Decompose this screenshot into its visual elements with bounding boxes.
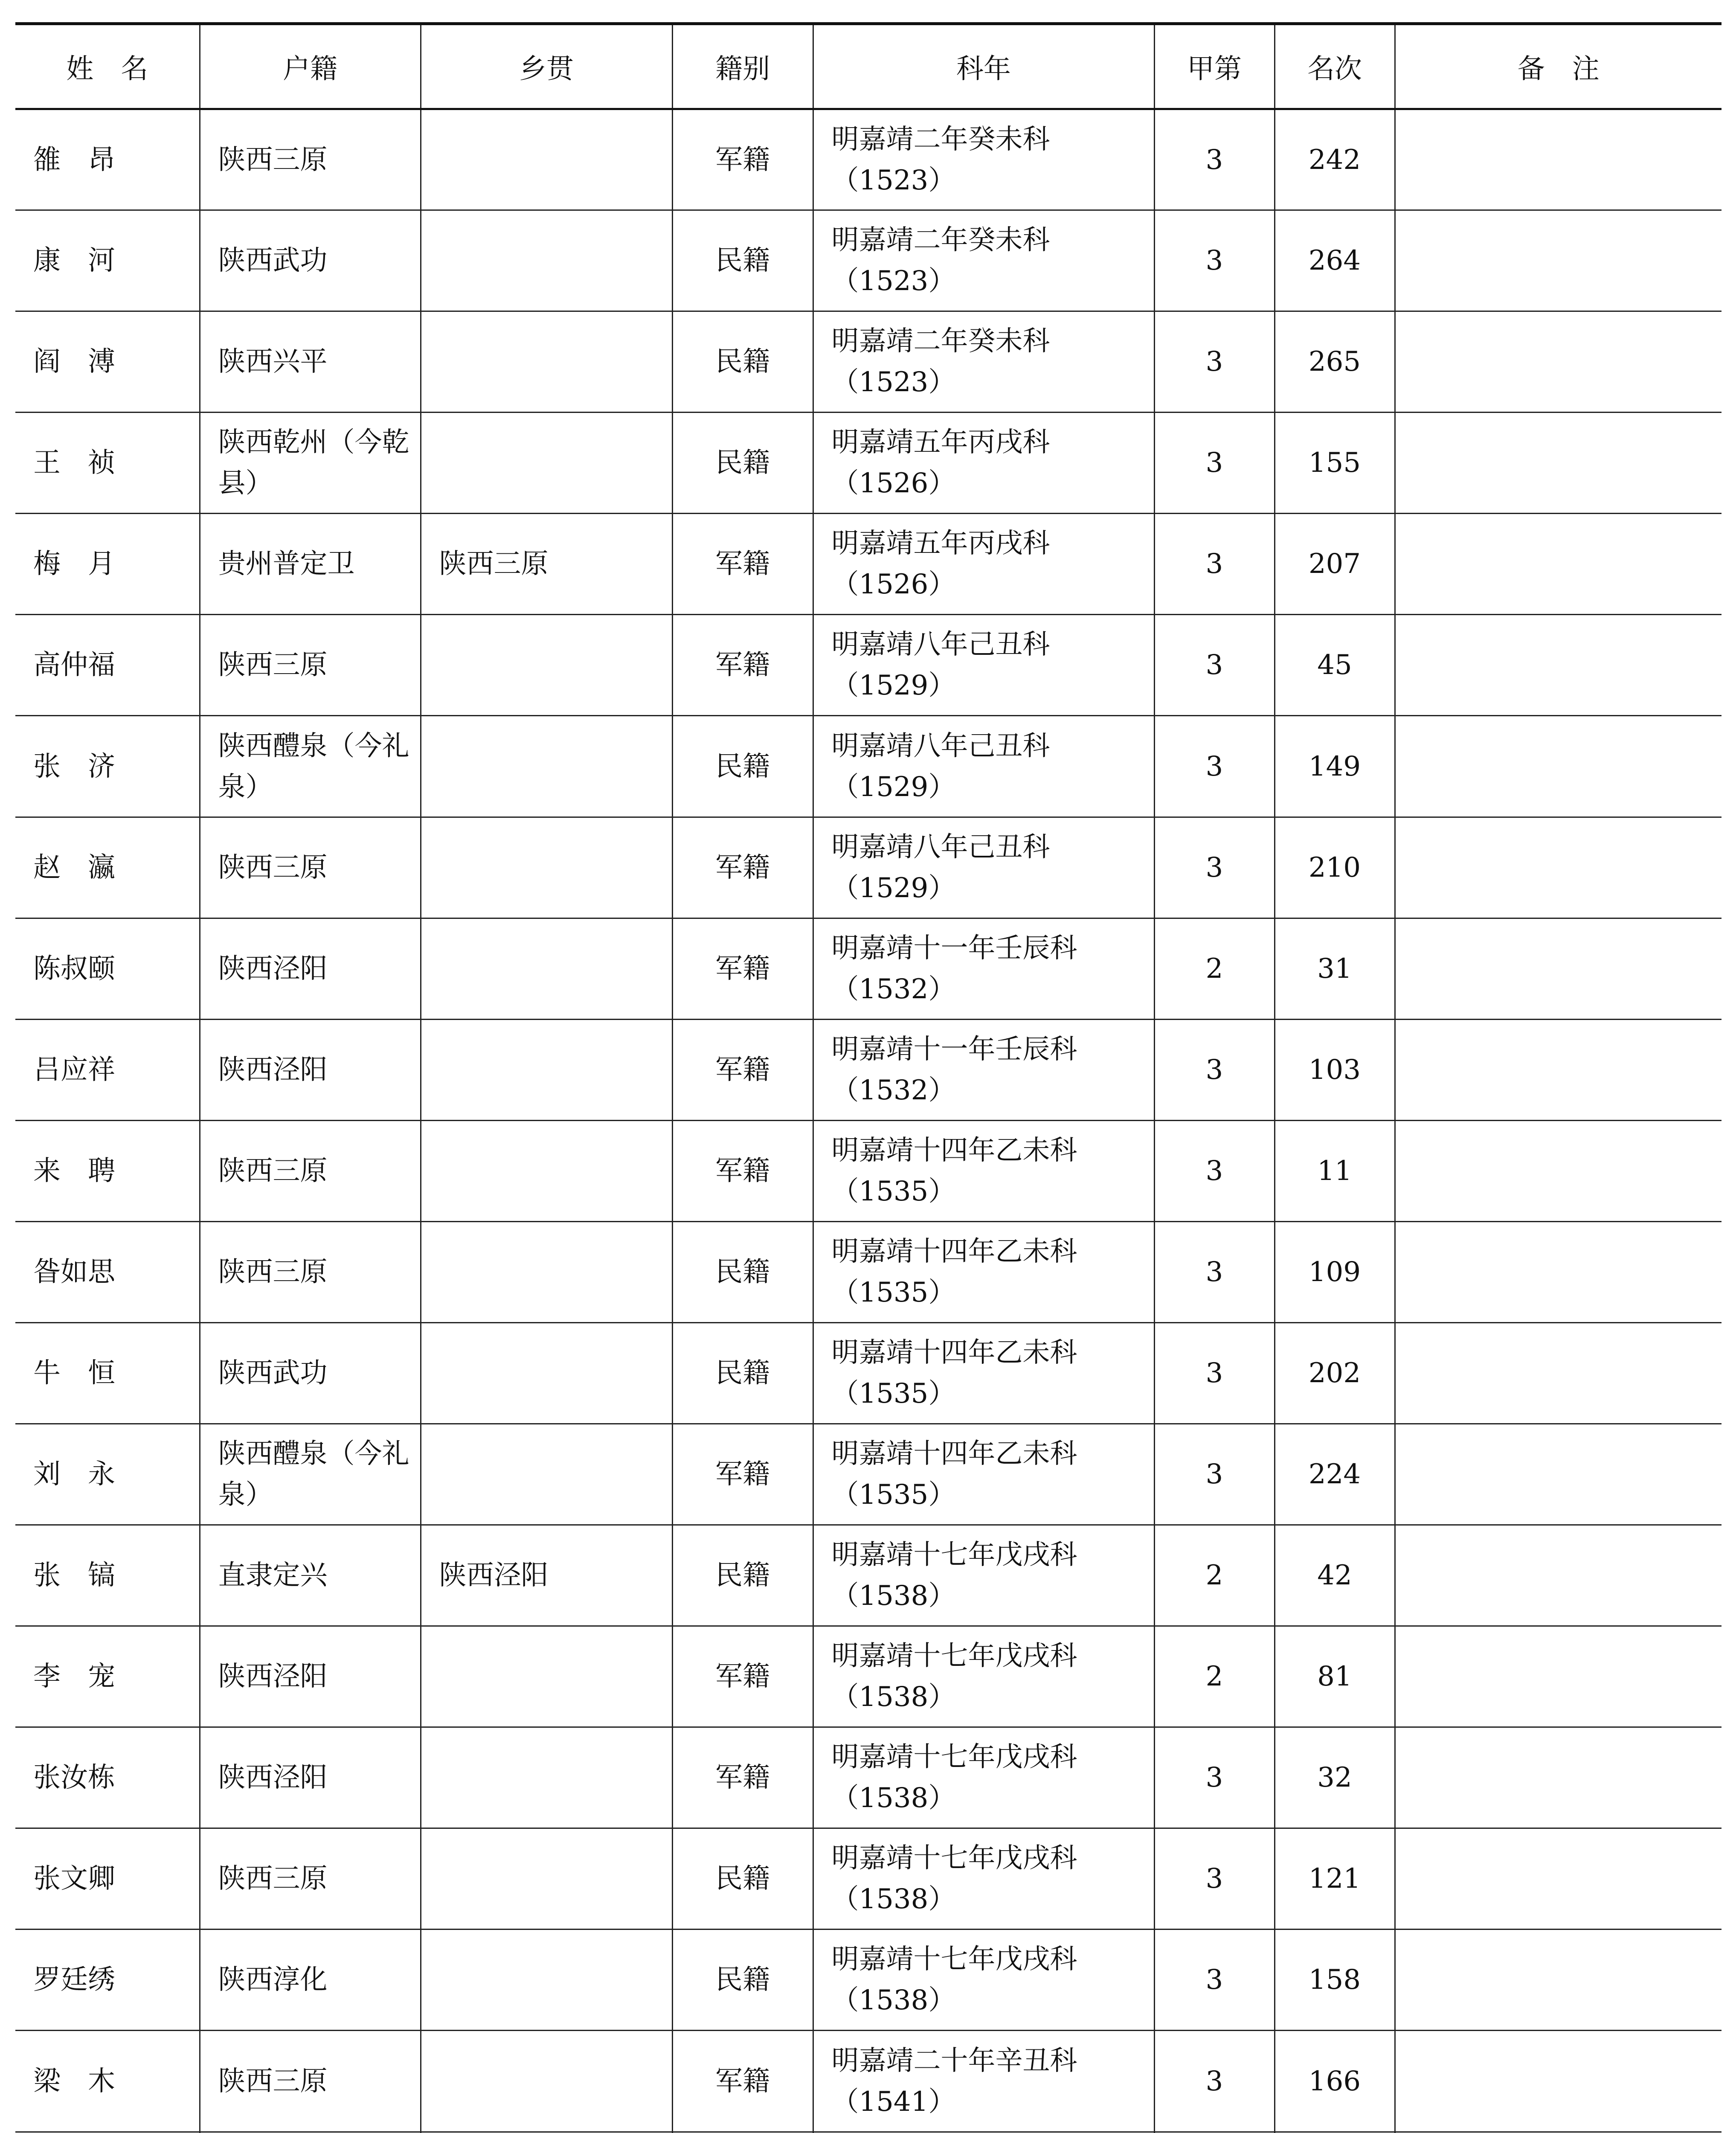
cell-beizhu — [1395, 1525, 1721, 1626]
cell-xiangguan — [421, 1727, 672, 1828]
cell-huji: 陕西泾阳 — [200, 1019, 421, 1120]
table-row — [15, 1930, 1721, 2031]
table-row — [15, 1727, 1721, 1828]
cell-name: 赵 瀛 — [15, 817, 200, 918]
cell-jiadi: 3 — [1154, 413, 1274, 514]
header-name: 姓 名 — [15, 24, 200, 109]
cell-jibie: 民籍 — [672, 1322, 813, 1424]
cell-beizhu — [1395, 1019, 1721, 1120]
table-row — [15, 413, 1721, 514]
cell-jibie: 民籍 — [672, 311, 813, 413]
table-row — [15, 1424, 1721, 1525]
cell-name: 牛 恒 — [15, 1322, 200, 1424]
cell-kenian: 明嘉靖十七年戊戌科（1538） — [813, 1525, 1154, 1626]
cell-jiadi: 2 — [1154, 1626, 1274, 1727]
cell-jiadi: 3 — [1154, 109, 1274, 210]
cell-xiangguan — [421, 1019, 672, 1120]
cell-beizhu — [1395, 413, 1721, 514]
cell-jiadi: 3 — [1154, 2031, 1274, 2132]
table-row — [15, 109, 1721, 210]
table-row — [15, 1221, 1721, 1322]
cell-jibie: 军籍 — [672, 1626, 813, 1727]
cell-xiangguan — [421, 1626, 672, 1727]
cell-xiangguan — [421, 918, 672, 1019]
table-row — [15, 1828, 1721, 1930]
cell-name: 梅 月 — [15, 514, 200, 615]
cell-xiangguan — [421, 716, 672, 817]
table-row — [15, 1019, 1721, 1120]
cell-xiangguan: 陕西泾阳 — [421, 1525, 672, 1626]
cell-jibie: 军籍 — [672, 1424, 813, 1525]
cell-xiangguan — [421, 817, 672, 918]
cell-beizhu — [1395, 1120, 1721, 1221]
cell-xiangguan — [421, 413, 672, 514]
table-row — [15, 615, 1721, 716]
cell-kenian: 明嘉靖八年己丑科（1529） — [813, 716, 1154, 817]
cell-mingci: 202 — [1274, 1322, 1395, 1424]
cell-huji: 陕西泾阳 — [200, 918, 421, 1019]
cell-mingci: 210 — [1274, 817, 1395, 918]
cell-xiangguan — [421, 1930, 672, 2031]
header-row — [15, 24, 1721, 109]
cell-huji: 贵州普定卫 — [200, 514, 421, 615]
cell-beizhu — [1395, 311, 1721, 413]
cell-beizhu — [1395, 918, 1721, 1019]
cell-jiadi: 3 — [1154, 210, 1274, 311]
cell-name: 王 祯 — [15, 413, 200, 514]
cell-huji: 陕西淳化 — [200, 1930, 421, 2031]
cell-name: 刘 永 — [15, 1424, 200, 1525]
cell-jibie: 军籍 — [672, 1727, 813, 1828]
cell-kenian: 明嘉靖五年丙戌科（1526） — [813, 514, 1154, 615]
cell-beizhu — [1395, 716, 1721, 817]
cell-kenian: 明嘉靖十一年壬辰科（1532） — [813, 918, 1154, 1019]
cell-beizhu — [1395, 2031, 1721, 2132]
cell-jibie: 民籍 — [672, 1525, 813, 1626]
cell-xiangguan — [421, 1120, 672, 1221]
cell-name: 张汝栋 — [15, 1727, 200, 1828]
cell-huji: 陕西泾阳 — [200, 1727, 421, 1828]
cell-name: 来 聘 — [15, 1120, 200, 1221]
cell-jiadi: 3 — [1154, 514, 1274, 615]
cell-name: 梁 木 — [15, 2031, 200, 2132]
cell-xiangguan — [421, 1424, 672, 1525]
table-row — [15, 918, 1721, 1019]
cell-mingci: 32 — [1274, 1727, 1395, 1828]
cell-jiadi: 3 — [1154, 1930, 1274, 2031]
cell-kenian: 明嘉靖十四年乙未科（1535） — [813, 1120, 1154, 1221]
cell-jibie: 民籍 — [672, 1930, 813, 2031]
cell-jiadi: 3 — [1154, 1120, 1274, 1221]
cell-name: 张文卿 — [15, 1828, 200, 1930]
cell-jibie: 军籍 — [672, 918, 813, 1019]
cell-huji: 陕西武功 — [200, 1322, 421, 1424]
cell-mingci: 31 — [1274, 918, 1395, 1019]
cell-name: 张 济 — [15, 716, 200, 817]
cell-beizhu — [1395, 1221, 1721, 1322]
cell-jiadi: 3 — [1154, 817, 1274, 918]
cell-huji: 陕西醴泉（今礼泉） — [200, 1424, 421, 1525]
cell-huji: 陕西三原 — [200, 1120, 421, 1221]
cell-xiangguan — [421, 1322, 672, 1424]
cell-jiadi: 3 — [1154, 1424, 1274, 1525]
cell-huji: 陕西三原 — [200, 1828, 421, 1930]
cell-name: 李 宠 — [15, 1626, 200, 1727]
header-huji: 户籍 — [200, 24, 421, 109]
cell-beizhu — [1395, 1930, 1721, 2031]
cell-jibie: 民籍 — [672, 1221, 813, 1322]
cell-huji: 陕西兴平 — [200, 311, 421, 413]
header-beizhu: 备 注 — [1395, 24, 1721, 109]
cell-beizhu — [1395, 210, 1721, 311]
table-body — [15, 109, 1721, 2133]
cell-beizhu — [1395, 1828, 1721, 1930]
table-row — [15, 514, 1721, 615]
cell-jibie: 民籍 — [672, 1828, 813, 1930]
cell-mingci: 149 — [1274, 716, 1395, 817]
cell-beizhu — [1395, 1626, 1721, 1727]
cell-jiadi: 3 — [1154, 716, 1274, 817]
table-row — [15, 817, 1721, 918]
cell-xiangguan — [421, 1828, 672, 1930]
cell-jibie: 军籍 — [672, 109, 813, 210]
table-row — [15, 716, 1721, 817]
cell-huji: 陕西乾州（今乾县） — [200, 413, 421, 514]
cell-mingci: 103 — [1274, 1019, 1395, 1120]
cell-mingci: 155 — [1274, 413, 1395, 514]
header-jiadi: 甲第 — [1154, 24, 1274, 109]
cell-kenian: 明嘉靖八年己丑科（1529） — [813, 615, 1154, 716]
cell-kenian: 明嘉靖十四年乙未科（1535） — [813, 1221, 1154, 1322]
cell-kenian: 明嘉靖二年癸未科（1523） — [813, 311, 1154, 413]
cell-huji: 陕西武功 — [200, 210, 421, 311]
table-row — [15, 1322, 1721, 1424]
cell-jiadi: 3 — [1154, 311, 1274, 413]
cell-kenian: 明嘉靖十七年戊戌科（1538） — [813, 1626, 1154, 1727]
cell-xiangguan — [421, 109, 672, 210]
cell-jibie: 军籍 — [672, 817, 813, 918]
cell-kenian: 明嘉靖五年丙戌科（1526） — [813, 413, 1154, 514]
cell-mingci: 109 — [1274, 1221, 1395, 1322]
cell-xiangguan — [421, 210, 672, 311]
cell-xiangguan — [421, 311, 672, 413]
cell-huji: 陕西三原 — [200, 817, 421, 918]
cell-beizhu — [1395, 1424, 1721, 1525]
cell-kenian: 明嘉靖十七年戊戌科（1538） — [813, 1828, 1154, 1930]
cell-jibie: 军籍 — [672, 1019, 813, 1120]
cell-beizhu — [1395, 1322, 1721, 1424]
cell-kenian: 明嘉靖十七年戊戌科（1538） — [813, 1727, 1154, 1828]
cell-mingci: 166 — [1274, 2031, 1395, 2132]
cell-name: 罗廷绣 — [15, 1930, 200, 2031]
cell-mingci: 11 — [1274, 1120, 1395, 1221]
cell-jiadi: 3 — [1154, 1322, 1274, 1424]
table-row — [15, 311, 1721, 413]
cell-jiadi: 3 — [1154, 1727, 1274, 1828]
cell-jiadi: 2 — [1154, 918, 1274, 1019]
cell-jiadi: 3 — [1154, 615, 1274, 716]
cell-xiangguan — [421, 615, 672, 716]
cell-kenian: 明嘉靖二年癸未科（1523） — [813, 109, 1154, 210]
cell-name: 张 镐 — [15, 1525, 200, 1626]
table-row — [15, 1525, 1721, 1626]
table-row — [15, 2031, 1721, 2132]
cell-name: 吕应祥 — [15, 1019, 200, 1120]
cell-xiangguan — [421, 2031, 672, 2132]
header-kenian: 科年 — [813, 24, 1154, 109]
cell-kenian: 明嘉靖二十年辛丑科（1541） — [813, 2031, 1154, 2132]
cell-kenian: 明嘉靖十四年乙未科（1535） — [813, 1424, 1154, 1525]
cell-mingci: 121 — [1274, 1828, 1395, 1930]
cell-mingci: 158 — [1274, 1930, 1395, 2031]
cell-xiangguan — [421, 1221, 672, 1322]
cell-beizhu — [1395, 817, 1721, 918]
cell-name: 雒 昂 — [15, 109, 200, 210]
cell-beizhu — [1395, 1727, 1721, 1828]
cell-mingci: 265 — [1274, 311, 1395, 413]
cell-mingci: 264 — [1274, 210, 1395, 311]
table-row — [15, 210, 1721, 311]
cell-jibie: 军籍 — [672, 514, 813, 615]
cell-kenian: 明嘉靖十一年壬辰科（1532） — [813, 1019, 1154, 1120]
jinshi-table — [15, 22, 1721, 2133]
cell-kenian: 明嘉靖二年癸未科（1523） — [813, 210, 1154, 311]
table-row — [15, 1120, 1721, 1221]
cell-name: 高仲福 — [15, 615, 200, 716]
header-xiangguan: 乡贯 — [421, 24, 672, 109]
cell-name: 康 河 — [15, 210, 200, 311]
cell-mingci: 45 — [1274, 615, 1395, 716]
cell-jibie: 民籍 — [672, 210, 813, 311]
cell-mingci: 81 — [1274, 1626, 1395, 1727]
cell-huji: 陕西三原 — [200, 2031, 421, 2132]
cell-huji: 陕西泾阳 — [200, 1626, 421, 1727]
cell-huji: 陕西醴泉（今礼泉） — [200, 716, 421, 817]
cell-jiadi: 3 — [1154, 1019, 1274, 1120]
cell-huji: 陕西三原 — [200, 615, 421, 716]
cell-name: 陈叔颐 — [15, 918, 200, 1019]
cell-jiadi: 3 — [1154, 1221, 1274, 1322]
cell-jiadi: 3 — [1154, 1828, 1274, 1930]
cell-name: 阎 溥 — [15, 311, 200, 413]
cell-huji: 陕西三原 — [200, 109, 421, 210]
cell-jibie: 军籍 — [672, 615, 813, 716]
cell-mingci: 207 — [1274, 514, 1395, 615]
cell-beizhu — [1395, 109, 1721, 210]
cell-mingci: 242 — [1274, 109, 1395, 210]
cell-name: 昝如思 — [15, 1221, 200, 1322]
cell-jiadi: 2 — [1154, 1525, 1274, 1626]
table-row — [15, 1626, 1721, 1727]
header-jibie: 籍别 — [672, 24, 813, 109]
cell-jibie: 军籍 — [672, 2031, 813, 2132]
cell-kenian: 明嘉靖十四年乙未科（1535） — [813, 1322, 1154, 1424]
cell-kenian: 明嘉靖八年己丑科（1529） — [813, 817, 1154, 918]
cell-huji: 直隶定兴 — [200, 1525, 421, 1626]
cell-jibie: 民籍 — [672, 716, 813, 817]
cell-mingci: 224 — [1274, 1424, 1395, 1525]
cell-huji: 陕西三原 — [200, 1221, 421, 1322]
cell-beizhu — [1395, 514, 1721, 615]
cell-jibie: 军籍 — [672, 1120, 813, 1221]
cell-mingci: 42 — [1274, 1525, 1395, 1626]
cell-jibie: 民籍 — [672, 413, 813, 514]
cell-beizhu — [1395, 615, 1721, 716]
header-mingci: 名次 — [1274, 24, 1395, 109]
cell-xiangguan: 陕西三原 — [421, 514, 672, 615]
cell-kenian: 明嘉靖十七年戊戌科（1538） — [813, 1930, 1154, 2031]
